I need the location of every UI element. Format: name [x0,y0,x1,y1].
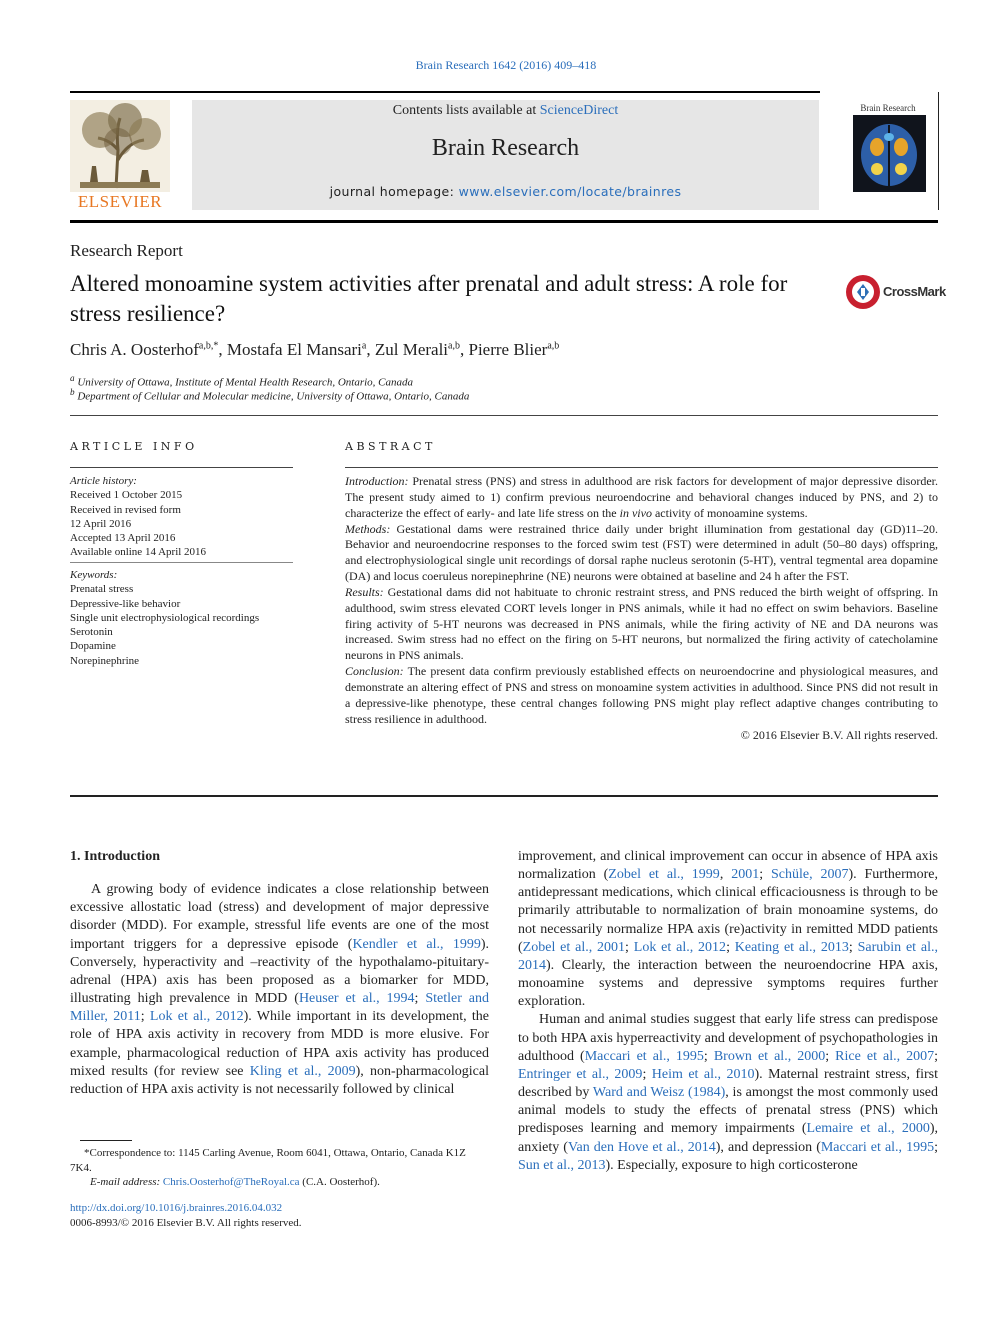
text-run: ), and depression ( [715,1139,821,1155]
text-run: ; [642,1066,652,1082]
header-rule [70,91,820,93]
keyword: Single unit electrophysiological recordings [70,611,260,624]
article-info-heading: ARTICLE INFO [70,440,198,453]
text-run: A growing body of evidence indicates a close relationship between excessive allostatic load (stress) and development of major depressive disorder (MDD). For example, stressful life events are one of the most important triggers for a depressive episode ( [70,882,489,952]
paragraph [518,1011,938,1174]
citation-link[interactable]: Ward and Weisz (1984) [592,1085,726,1101]
homepage-line: journal homepage: www.elsevier.com/locate/brainres [329,184,682,199]
text-run: ; [625,939,634,955]
correspondence: *Correspondence to: 1145 Carling Avenue, Room 6041, Ottawa, Ontario, Canada K1Z 7K4. [70,1147,466,1174]
citation-link[interactable]: Entringer et al., 2009 [518,1066,643,1082]
contents-line: Contents lists available at ScienceDirect [392,103,619,118]
citation-link[interactable]: Heuser et al., 1994 [298,991,415,1007]
elsevier-wordmark: ELSEVIER [77,192,163,211]
text-run: Human and animal studies suggest that early life stress can predispose to both HPA axis hyperreactivity and development of psychopathologies in adulthood ( [518,1012,938,1064]
text-run: ), anxiety ( [518,1121,939,1155]
abstract-methods: Methods: Gestational dams were restrained thrice daily under bright illumination from gestational day (GD)11–20. Behavior and neuroendocrine responses to the forced swim test (FST) were determined in adult (50–80 days) offspring, and electrophysiological single unit recordings of dorsal raphe nucleus serotonin (5-HT), ventral tegmental area dopamine (DA) and locus coeruleus norepinephrine (NE) neurons were obtained at baseline and 24 h after the FST. [345,521,938,584]
section-heading: 1. Introduction [70,849,160,864]
header-bottom-rule [70,220,938,223]
divider [70,415,938,416]
text-run: ), non-pharmacological reduction of HPA axis activity is not necessarily followed by clinical [70,1063,489,1097]
citation-link[interactable]: Zobel et al., 2001 [522,939,626,955]
paragraph [518,848,938,1011]
email-link[interactable]: Chris.Oosterhof@TheRoyal.ca [162,1176,300,1188]
article-history: Article history: Received 1 October 2015 Received in revised form 12 April 2016 Accepted 13 April 2016 Available online 14 April 2016 [70,475,207,559]
citation-link[interactable]: Stetler and Miller, 2011 [70,991,490,1025]
abstract-heading: ABSTRACT [345,440,436,453]
divider [345,467,938,468]
citation-link[interactable]: Van den Hove et al., 2014 [567,1139,716,1155]
body-left-column [70,848,489,1099]
affiliation: $^a$ University of Ottawa, Institute of Mental Health Research, Ontario, Canada [70,373,413,389]
history-entry: Received in revised form [70,503,181,516]
abstract-introduction: Introduction: Prenatal stress (PNS) and stress in adulthood are risk factors for development of major depressive disorder. The present study aimed to 1) confirm previous neuroendocrine and behavioral changes induced by PNS, and 2) to characterize the effect of early- and late life stress on the in vivo activity of monoamine systems. [345,474,938,520]
text-run: ; [726,939,735,955]
author-name[interactable]: Mostafa El Mansari [226,340,362,359]
text-run: , is amongst the most commonly used animal models to study the effects of prenatal stress (PNS) which predisposes learning and memory impairments ( [518,1085,938,1137]
author-name[interactable]: Pierre Blier [468,340,548,359]
copyright: © 2016 Elsevier B.V. All rights reserved. [740,727,938,742]
divider [70,795,938,797]
history-entry: 12 April 2016 [70,517,132,530]
history-entry: Accepted 13 April 2016 [70,532,176,545]
text-run: ; [934,1139,938,1155]
text-run: ; [703,1048,714,1064]
affiliation: $^b$ Department of Cellular and Molecular medicine, University of Ottawa, Ontario, Canada [70,387,470,403]
abstract-results: Results: Gestational dams did not habituate to chronic restraint stress, and PNS reduced the birth weight of offspring. In adulthood, swim stress elevated CORT levels longer in PNS animals, while it had no effect on swim behaviors. Baseline firing activity of 5-HT neurons was decreased in PNS animals, while the firing activity of NE and DA neurons was increased. Swim stress had no effect on the firing on 5-HT neurons, but normalized the firing activity of catecholamine neurons in PNS animals. [345,584,938,663]
author-name[interactable]: Zul Merali [374,340,449,359]
homepage-link[interactable]: www.elsevier.com/locate/brainres [458,184,682,199]
text-run: ). Maternal restraint stress, first described by [518,1066,938,1101]
citation-link[interactable]: Lok et al., 2012 [149,1009,244,1025]
citation-link[interactable]: Maccari et al., 1995 [820,1139,935,1155]
author-affil-marks: a [361,340,367,352]
citation-link[interactable]: Zobel et al., 1999 [608,867,720,883]
keyword-list [70,582,259,668]
author-affil-marks: a,b [448,340,460,352]
cover-title: Brain Research [860,103,916,113]
paragraph [70,881,489,1099]
keywords: Keywords: Prenatal stress Depressive-like behavior Single unit electrophysiological recordings Serotonin Dopamine Norepinephrine [70,569,260,667]
keyword: Dopamine [70,640,116,653]
citation-link[interactable]: Sarubin et al., 2014 [518,939,939,973]
text-run: ; [140,1009,150,1025]
abstract-conclusion: Conclusion: The present data confirm previously established effects on neuroendocrine and physiological measures, and demonstrate an altering effect of PNS and stress on monoamine system activities in adulthood. Since PNS did not result in a depressive-like phenotype, these central changes following PNS might play reflect adaptive changes contributing to stress resilience in adulthood. [345,664,938,726]
journal-name: Brain Research [431,135,580,161]
citation-link[interactable]: Heim et al., 2010 [651,1066,755,1082]
history-entry: Received 1 October 2015 [70,489,183,502]
citation-link[interactable]: Sun et al., 2013 [518,1157,606,1173]
history-list [70,488,206,559]
brain-icon [853,115,926,192]
abstract-body [345,474,938,743]
article-type: Research Report [70,241,183,260]
citation-link[interactable]: Brown et al., 2000 [713,1048,826,1064]
doi-block [70,1201,302,1230]
text-run: ; [848,939,858,955]
citation-link[interactable]: 2001 [731,867,760,883]
author-affil-marks: a,b,* [198,340,219,352]
sciencedirect-link[interactable]: ScienceDirect [539,103,619,118]
brain-scan-image [853,115,926,192]
divider [70,467,293,468]
citation-link[interactable]: Schüle, 2007 [770,867,849,883]
author-name[interactable]: Chris A. Oosterhof [70,340,199,359]
crossmark-icon [845,274,881,310]
history-entry: Available online 14 April 2016 [70,546,207,559]
text-run: ; [759,867,771,883]
citation-link[interactable]: Keating et al., 2013 [734,939,849,955]
citation-link[interactable]: Rice et al., 2007 [835,1048,935,1064]
keyword: Depressive-like behavior [70,597,181,610]
divider [70,562,293,563]
issn-line: 0006-8993/© 2016 Elsevier B.V. All rights reserved. [70,1216,302,1229]
text-run: ; [934,1048,939,1064]
body-right-column [518,848,938,1175]
journal-citation[interactable]: Brain Research 1642 (2016) 409–418 [415,58,597,72]
text-run: ). Conversely, hyperactivity and –reactivity of the hypothalamo-pituitary-adrenal (HPA) axis has been proposed as a biomarker for MDD, illustrating high prevalence in MDD ( [70,936,489,1007]
text-run: ; [825,1048,836,1064]
text-run: ; [414,991,426,1007]
author-list: Chris A. Oosterhof$^{a,b,*}$, Mostafa El Mansari$^a$, Zul Merali$^{a,b}$, Pierre Blier$^{a,b}$ [70,340,560,359]
footnote-rule [80,1140,132,1141]
text-run: ). Furthermore, antidepressant medications, which clinical efficaciousness is through to be primarily attributable to normalization of brain monoamine systems, do not necessarily normalize HPA axis (re)activity in remitted MDD patients ( [518,867,938,955]
text-run: ). Especially, exposure to high corticosterone [605,1157,858,1173]
footnote [70,1146,489,1190]
text-run: ). Clearly, the interaction between the neuroendocrine HPA axis, monoamine systems and depressive symptoms requires further exploration. [518,957,938,1010]
citation-link[interactable]: Maccari et al., 1995 [584,1048,704,1064]
text-run: , [719,867,732,883]
citation-link[interactable]: Kendler et al., 1999 [352,936,481,952]
doi-link[interactable]: http://dx.doi.org/10.1016/j.brainres.2016.04.032 [70,1202,283,1214]
text-run: ). While important in its development, the role of HPA axis activity in recovery from MDD is more elusive. For example, pharmacological reduction of HPA axis activity has produced mixed results (for review see [70,1009,489,1079]
citation-link[interactable]: Kling et al., 2009 [249,1063,356,1079]
text-run: improvement, and clinical improvement can occur in absence of HPA axis normalization ( [518,849,938,883]
author-affil-marks: a,b [547,340,560,352]
email-line: E-mail address: Chris.Oosterhof@TheRoyal.ca (C.A. Oosterhof). [90,1176,380,1188]
article-title: Altered monoamine system activities after prenatal and adult stress: A role for stress resilience? [70,271,788,326]
keyword: Serotonin [70,626,113,639]
keyword: Prenatal stress [70,583,134,596]
citation-link[interactable]: Lok et al., 2012 [633,939,727,955]
journal-header [192,100,819,210]
elsevier-logo[interactable] [70,100,170,212]
crossmark-badge[interactable] [845,272,946,312]
citation-link[interactable]: Lemaire et al., 2000 [806,1121,930,1137]
keyword: Norepinephrine [70,654,140,667]
crossmark-label: CrossMark [883,284,946,299]
